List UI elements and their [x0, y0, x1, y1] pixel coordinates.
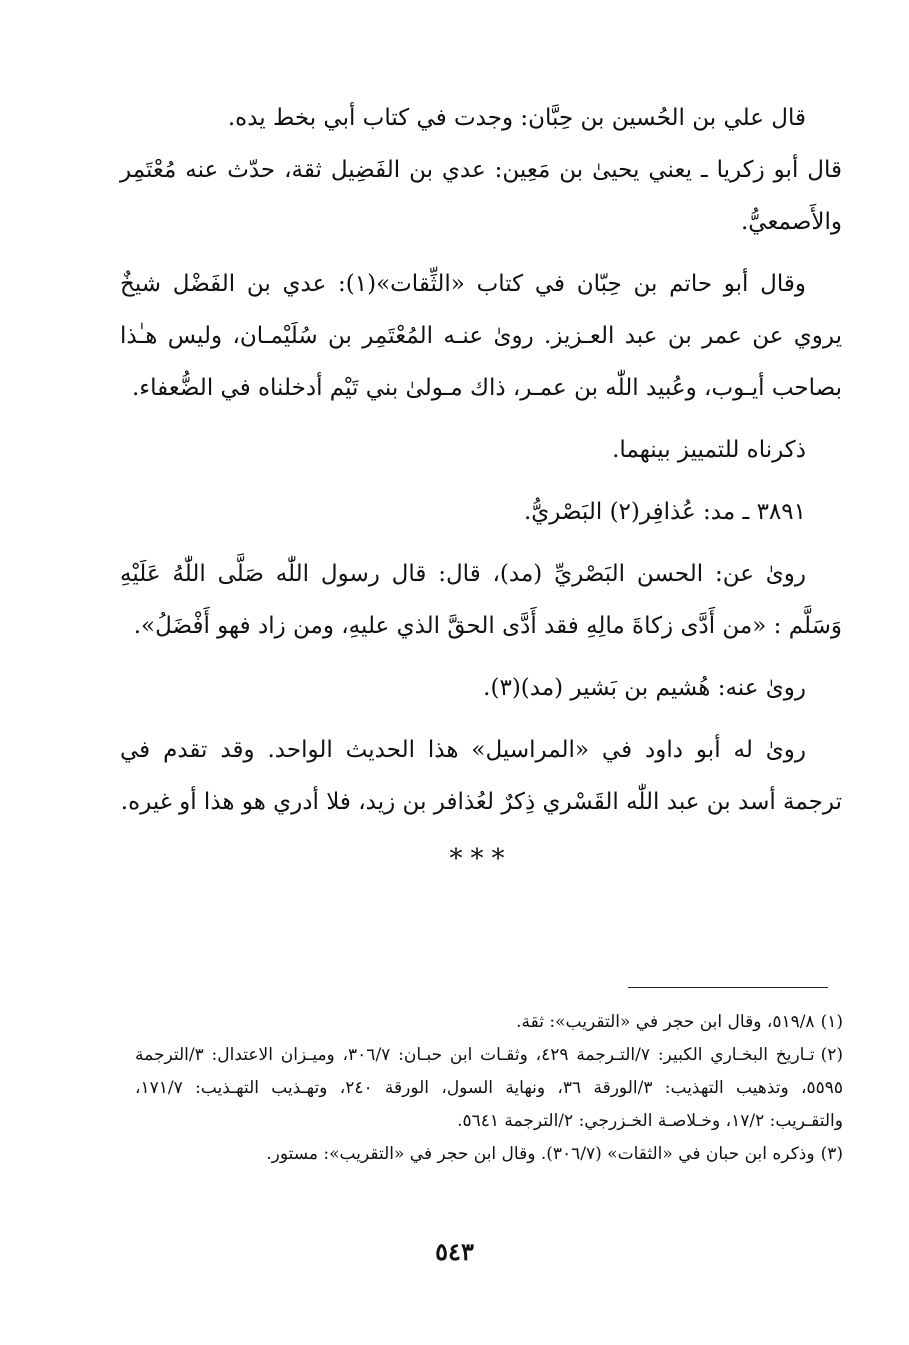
footnote-divider [628, 987, 828, 988]
footnotes [135, 1006, 843, 1171]
footnote-number: (٣) [820, 1144, 843, 1164]
paragraph-2: قال أبو زكريا ـ يعني يحيىٰ بن مَعِين: عدي بن الفَضِيل ثقة، حدّث عنه مُعْتَمِر والأَصمعيُّ. [120, 157, 842, 235]
footnote-text: ٥١٩/٨، وقال ابن حجر في «التقريب»: ثقة. [516, 1012, 815, 1032]
footnote-text: وذكره ابن حبان في «الثقات» (٣٠٦/٧). وقال ابن حجر في «التقريب»: مستور. [266, 1144, 815, 1164]
paragraph-1: قال علي بن الحُسين بن حِبَّان: وجدت في كتاب أبي بخط يده. [227, 105, 806, 131]
paragraph-4: ذكرناه للتمييز بينهما. [612, 437, 806, 463]
footnote-2 [135, 1039, 843, 1138]
main-text [120, 92, 842, 874]
section-separator: *** [449, 844, 513, 874]
paragraph-6: روىٰ عنه: هُشيم بن بَشير (مد)(٣). [483, 675, 806, 701]
paragraph-7: روىٰ له أبو داود في «المراسيل» هذا الحديث الواحد. وقد تقدم في ترجمة أسد بن عبد اللّٰه القَسْري ذِكرٌ لعُذافر بن زيد، فلا أدري هو هذا أو غيره. [120, 737, 842, 815]
paragraph-5: روىٰ عن: الحسن البَصْريِّ (مد)، قال: قال رسول اللّٰه صَلَّى اللّٰهُ عَلَيْهِ وَسَلَّم : «من أَدَّى زكاةَ مالِهِ فقد أَدَّى الحقَّ الذي عليهِ، ومن زاد فهو أَفْضَلُ». [120, 561, 842, 639]
footnote-text: تـاريخ البخـاري الكبير: ٧/التـرجمة ٤٢٩، وثقـات ابن حبـان: ٣٠٦/٧، وميـزان الاعتدال: ٣/الترجمة ٥٥٩٥، وتذهيب التهذيب: ٣/الورقة ٣٦، ونهاية السول، الورقة ٢٤٠، وتهـذيب التهـذيب: ١٧١/٧، والتقـريب: ١٧/٢، وخـلاصـة الخـزرجي: ٢/الترجمة ٥٦٤١. [135, 1045, 843, 1131]
footnote-3 [135, 1138, 843, 1171]
paragraph-3: وقال أبو حاتم بن حِبّان في كتاب «الثِّقات»(١): عدي بن الفَضْل شيخٌ يروي عن عمر بن عبد العـزيز. روىٰ عنـه المُعْتَمِر بن سُلَيْمـان، وليس هـٰذا بصاحب أيـوب، وعُبيد اللّٰه بن عمـر، ذاك مـولىٰ بني تَيْم أدخلناه في الضُّعفاء. [120, 271, 842, 401]
footnote-1 [135, 1006, 843, 1039]
footnote-number: (١) [820, 1012, 843, 1032]
page-number: ٥٤٣ [435, 1237, 474, 1266]
entry-heading: ٣٨٩١ ـ مد: عُذافِر(٢) البَصْريُّ. [523, 499, 806, 525]
footnote-number: (٢) [820, 1045, 843, 1065]
